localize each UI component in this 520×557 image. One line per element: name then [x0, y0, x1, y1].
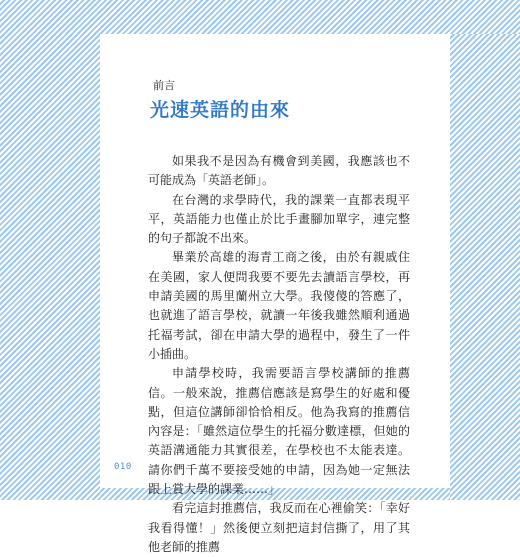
- decorative-stripe-left: [0, 34, 100, 500]
- paragraph: 畢業於高雄的海青工商之後，由於有親戚住在美國，家人便問我要不要先去讀語言學校，再申請美國的馬里蘭州立大學。我傻傻的答應了，也就進了語言學校，就讀一年後我雖然順利通過托福考試，卻在申請大學的過程中，發生了一件小插曲。: [148, 250, 410, 361]
- decorative-stripe-right: [450, 34, 520, 500]
- paragraph: 如果我不是因為有機會到美國，我應該也不可能成為「英語老師」。: [148, 154, 410, 188]
- paragraph: 在台灣的求學時代，我的課業一直都表現平平，英語能力也僅止於比手畫腳加單字，連完整的句子都說不出來。: [148, 192, 410, 246]
- page-number: 010: [114, 462, 132, 472]
- paragraph: 申請學校時，我需要語言學校講師的推薦信。一般來說，推薦信應該是寫學生的好處和優點，但這位講師卻恰恰相反。他為我寫的推薦信內容是：「雖然這位學生的托福分數達標，但她的英語溝通能力其實很差，在學校也不太能表達。請你們千萬不要接受她的申請，因為她一定無法跟上賞大學的課業……」: [148, 366, 410, 497]
- body-text: [148, 152, 410, 557]
- page-title: 光速英語的由來: [150, 99, 291, 121]
- decorative-stripe-top: [0, 0, 520, 34]
- paragraph: 看完這封推薦信，我反而在心裡偷笑：「幸好我看得懂！」然後便立刻把這封信撕了，用了其他老師的推薦: [148, 501, 410, 554]
- page-panel: [100, 34, 450, 554]
- section-label: 前言: [153, 79, 175, 92]
